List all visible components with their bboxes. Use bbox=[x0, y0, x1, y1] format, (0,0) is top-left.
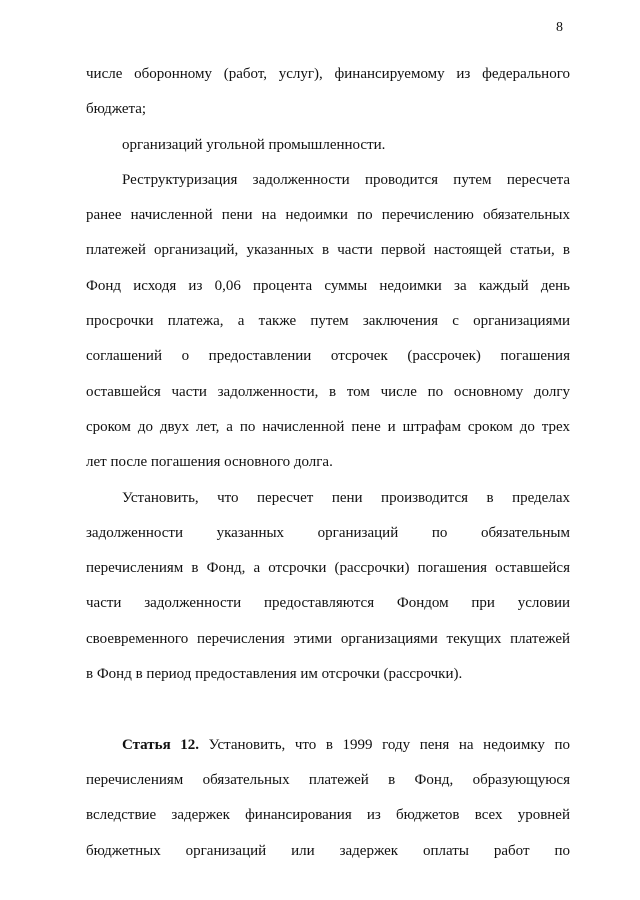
article-12-first-line bbox=[86, 734, 570, 769]
article-12-text: Установить, что в 1999 году пеня на недоимку по bbox=[199, 736, 571, 753]
text-line: задолженности указанных организаций по обязательным bbox=[86, 524, 570, 541]
text-line: перечислениям обязательных платежей в Фонд, образующуюся bbox=[86, 771, 570, 788]
text-line: лет после погашения основного долга. bbox=[86, 454, 333, 471]
text-line: бюджета; bbox=[86, 101, 147, 118]
text-line: соглашений о предоставлении отсрочек (рассрочек) погашения bbox=[86, 348, 570, 365]
text-line: бюджетных организаций или задержек оплаты работ по bbox=[86, 842, 570, 859]
text-line: своевременного перечисления этими организациями текущих платежей bbox=[86, 630, 570, 647]
text-line: в Фонд в период предоставления им отсрочки (рассрочки). bbox=[86, 666, 463, 683]
text-line: Реструктуризация задолженности проводится путем пересчета bbox=[122, 171, 570, 188]
text-line: части задолженности предоставляются Фондом при условии bbox=[86, 595, 570, 612]
text-line: платежей организаций, указанных в части первой настоящей статьи, в bbox=[86, 242, 570, 259]
text-line: сроком до двух лет, а по начисленной пене и штрафам сроком до трех bbox=[86, 418, 570, 435]
text-line: вследствие задержек финансирования из бюджетов всех уровней bbox=[86, 807, 570, 824]
text-line: оставшейся части задолженности, в том числе по основному долгу bbox=[86, 383, 570, 400]
article-heading: Статья 12. bbox=[122, 736, 200, 753]
text-line: Установить, что пересчет пени производится в пределах bbox=[122, 489, 570, 506]
blank-line bbox=[86, 698, 570, 733]
text-line: Фонд исходя из 0,06 процента суммы недоимки за каждый день bbox=[86, 277, 570, 294]
text-line: числе оборонному (работ, услуг), финансируемому из федерального bbox=[86, 66, 570, 82]
page-number: 8 bbox=[556, 20, 563, 35]
text-line: перечислениям в Фонд, а отсрочки (рассрочки) погашения оставшейся bbox=[86, 560, 570, 577]
document-body bbox=[86, 63, 570, 875]
text-line: просрочки платежа, а также путем заключения с организациями bbox=[86, 313, 570, 330]
text-line: организаций угольной промышленности. bbox=[122, 136, 386, 153]
text-line: ранее начисленной пени на недоимки по перечислению обязательных bbox=[86, 207, 570, 224]
